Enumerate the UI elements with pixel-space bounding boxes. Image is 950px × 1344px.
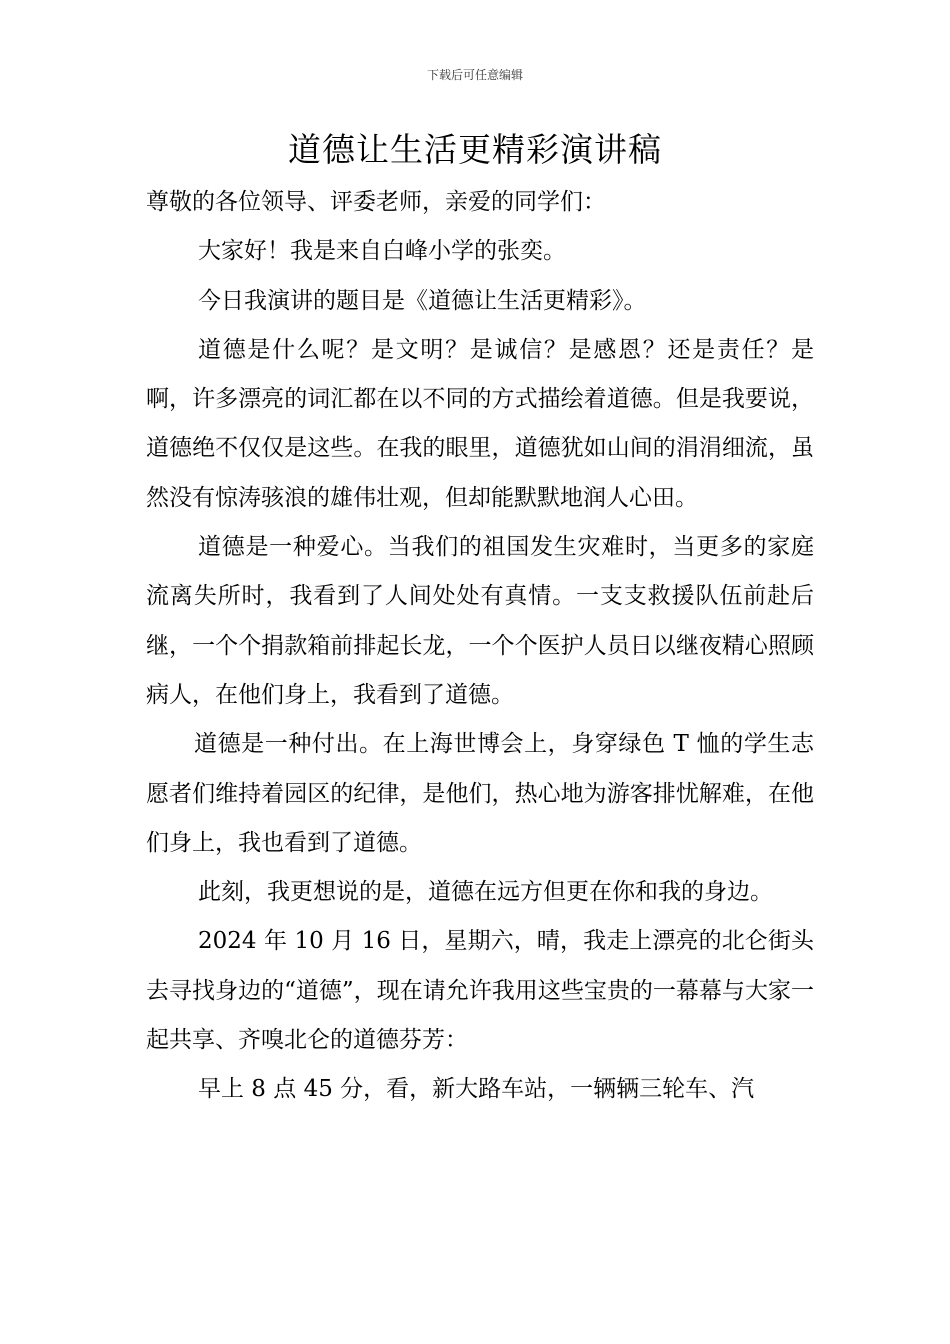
- header-note: 下载后可任意编辑: [426, 68, 523, 82]
- body-paragraph: 2024 年 10 月 16 日，星期六，晴，我走上漂亮的北仑街头去寻找身边的“道德”，现在请允许我用这些宝贵的一幕幕与大家一起共享、齐嗅北仑的道德芬芳：: [146, 928, 814, 1054]
- document-title: 道德让生活更精彩演讲稿: [288, 130, 662, 169]
- body-paragraph: 道德是什么呢？是文明？是诚信？是感恩？还是责任？是啊，许多漂亮的词汇都在以不同的方式描绘着道德。但是我要说，道德绝不仅仅是这些。在我的眼里，道德犹如山间的涓涓细流，虽然没有惊涛骇浪的雄伟壮观，但却能默默地润人心田。: [146, 336, 814, 511]
- greeting-paragraph: 大家好！我是来自白峰小学的张奕。: [198, 238, 566, 265]
- topic-paragraph: 今日我演讲的题目是《道德让生活更精彩》。: [198, 287, 647, 314]
- body-paragraph: 道德是一种付出。在上海世博会上，身穿绿色 T 恤的学生志愿者们维持着园区的纪律，是他们，热心地为游客排忧解难，在他们身上，我也看到了道德。: [146, 731, 814, 856]
- salutation-paragraph: 尊敬的各位领导、评委老师，亲爱的同学们：: [146, 189, 606, 215]
- body-paragraph: 道德是一种爱心。当我们的祖国发生灾难时，当更多的家庭流离失所时，我看到了人间处处有真情。一支支救援队伍前赴后继，一个个捐款箱前排起长龙，一个个医护人员日以继夜精心照顾病人，在他们身上，我看到了道德。: [146, 534, 814, 708]
- body-paragraph: 早上 8 点 45 分，看，新大路车站，一辆辆三轮车、汽: [198, 1076, 755, 1103]
- body-paragraph: 此刻，我更想说的是，道德在远方但更在你和我的身边。: [198, 879, 773, 906]
- document-body: [146, 178, 814, 1115]
